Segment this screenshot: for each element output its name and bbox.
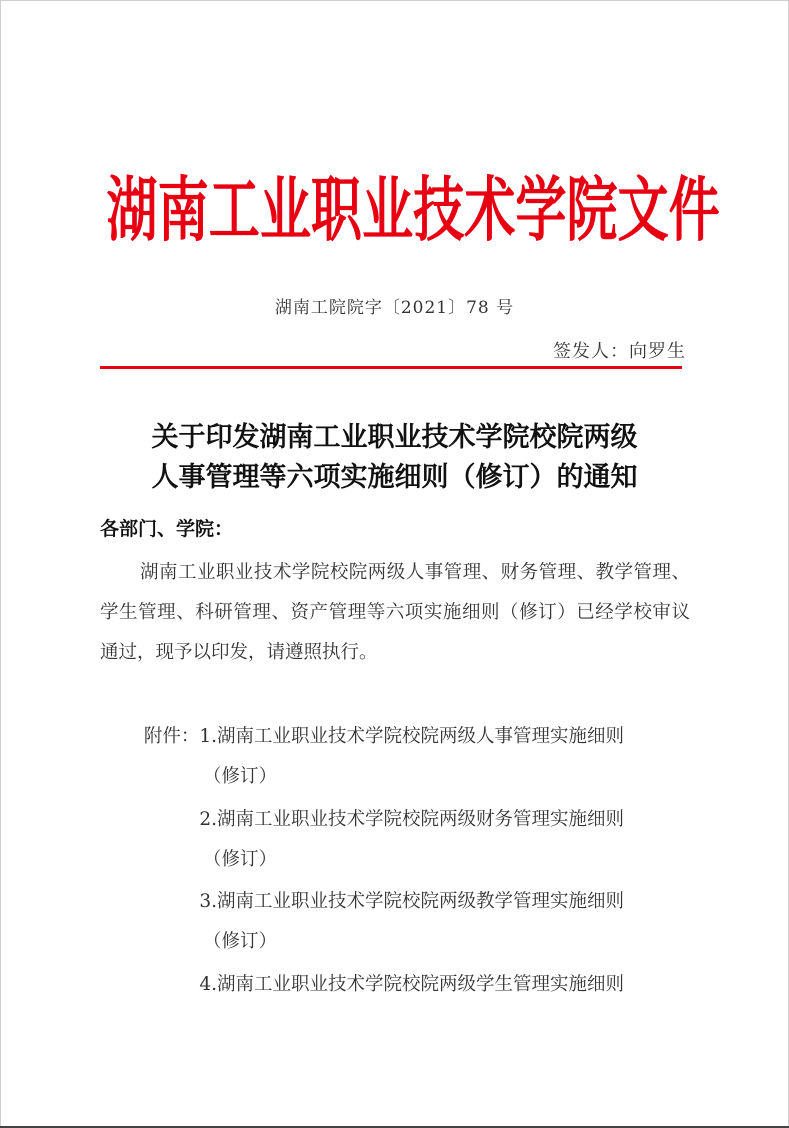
notice-title-line-2: 人事管理等六项实施细则（修订）的通知	[151, 462, 638, 493]
attachment-lead	[100, 882, 217, 922]
red-separator-line	[100, 366, 682, 369]
attachment-title: 湖南工业职业技术学院校院两级人事管理实施细则	[217, 726, 625, 747]
attachment-item-2	[100, 800, 700, 880]
attachment-lead	[100, 965, 217, 1005]
attachment-number: 1.	[199, 726, 217, 747]
attachment-suffix: （修订）	[203, 931, 278, 952]
addressee: 各部门、学院：	[100, 518, 234, 540]
body-paragraph: 湖南工业职业技术学院校院两级人事管理、财务管理、教学管理、学生管理、科研管理、资产管理等六项实施细则（修订）已经学校审议通过，现予以印发，请遵照执行。	[100, 562, 690, 663]
signer: 签发人：向罗生	[553, 341, 686, 362]
document-red-header-title: 湖南工业职业技术学院文件	[106, 169, 720, 251]
attachment-number: 2.	[199, 809, 217, 830]
attachment-label: 附件：	[143, 726, 200, 747]
attachment-item-4	[100, 965, 700, 1005]
document-number: 湖南工院院字〔2021〕78 号	[274, 298, 515, 318]
attachment-number: 4.	[199, 974, 217, 995]
attachment-lead	[100, 800, 217, 840]
attachment-item-1	[100, 717, 700, 797]
attachment-title: 湖南工业职业技术学院校院两级学生管理实施细则	[217, 974, 625, 995]
attachment-suffix: （修订）	[203, 766, 278, 787]
attachment-number: 3.	[199, 891, 217, 912]
attachment-title: 湖南工业职业技术学院校院两级财务管理实施细则	[217, 809, 625, 830]
notice-title-line-1: 关于印发湖南工业职业技术学院校院两级	[151, 422, 638, 453]
notice-title	[0, 418, 789, 498]
attachment-title: 湖南工业职业技术学院校院两级教学管理实施细则	[217, 891, 625, 912]
attachment-lead	[100, 717, 217, 757]
attachment-suffix: （修订）	[203, 849, 278, 870]
attachment-item-3	[100, 882, 700, 962]
